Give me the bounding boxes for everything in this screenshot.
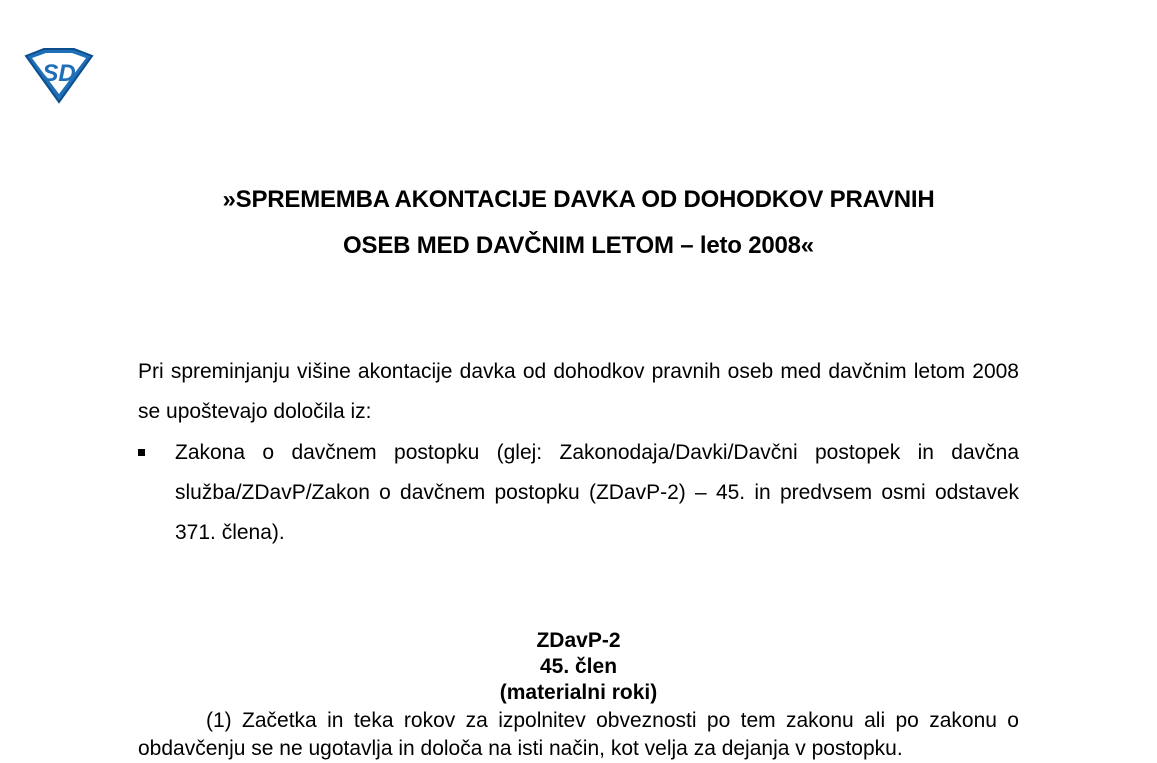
- law-paragraph: (1) Začetka in teka rokov za izpolnitev obveznosti po tem zakonu ali po zakonu o obdavčenju se ne ugotavlja in določa na isti način, kot velja za dejanja v postopku.: [138, 709, 1019, 760]
- law-article-heading: 45. člen: [539, 655, 618, 678]
- intro-text: Pri spreminjanju višine akontacije davka od dohodkov pravnih oseb med davčnim letom 2008 se upoštevajo določila iz:: [138, 360, 1019, 423]
- law-code-heading: ZDavP-2: [536, 629, 621, 652]
- list-item: [138, 433, 1019, 553]
- square-bullet-icon: [138, 449, 145, 456]
- document-title-line-1: »SPREMEMBA AKONTACIJE DAVKA OD DOHODKOV PRAVNIH: [222, 186, 935, 213]
- sd-logo: [22, 48, 96, 104]
- bullet-text: Zakona o davčnem postopku (glej: Zakonodaja/Davki/Davčni postopek in davčna služba/ZDavP/Zakon o davčnem postopku (ZDavP-2) – 45. in predvsem osmi odstavek 371. člena).: [175, 441, 1019, 544]
- svg-text:SD: SD: [42, 60, 76, 87]
- intro-paragraph: [138, 352, 1019, 432]
- document-title-line-2: OSEB MED DAVČNIM LETOM – leto 2008«: [343, 232, 814, 259]
- law-article-subtitle: (materialni roki): [499, 681, 658, 704]
